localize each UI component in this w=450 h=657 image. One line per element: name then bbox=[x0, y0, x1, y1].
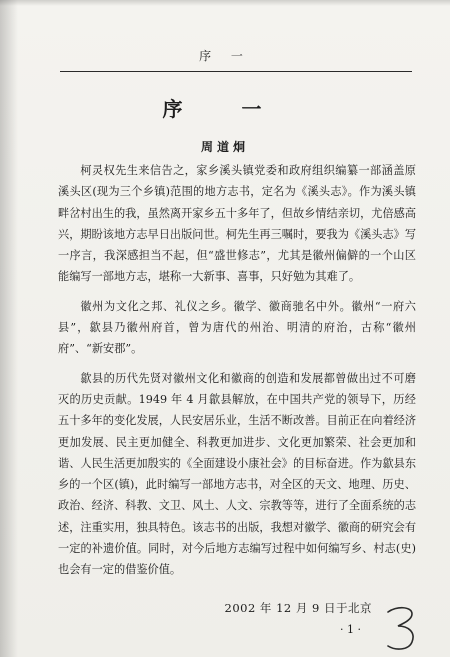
handwritten-page-mark bbox=[382, 604, 422, 654]
running-head: 序 一 bbox=[199, 49, 251, 63]
paragraph-2: 徽州为文化之邦、礼仪之乡。徽学、徽商驰名中外。徽州“一府六县”，歙县乃徽州府首，曾为唐代的州治、明清的府治，古称“徽州府”、“新安郡”。 bbox=[58, 299, 416, 356]
page-number: · 1 · bbox=[340, 623, 361, 636]
page-top-edge bbox=[0, 0, 450, 6]
paragraph-3: 歙县的历代先贤对徽州文化和徽商的创造和发展都曾做出过不可磨灭的历史贡献。1949 年 4 月歙县解放，在中国共产党的领导下，历经五十多年的变化发展，人民安居乐业，生活不断改善。目前正在向着经济更加发展、民主更加健全、科教更加进步、文化更加繁荣、社会更加和谐、人民生活更加殷实的《全面建设小康社会》的目标奋进。作为歙县东乡的一个区(镇)，此时编写一部地方志书，对全区的天文、地理、历史、政治、经济、科教、文卫、风土、人文、宗教等等，进行了全面系统的志述，注重实用，独具特色。该志书的出版，我想对徽学、徽商的研究会有一定的补遗价值。同时，对今后地方志编写过程中如何编写乡、村志(史)也会有一定的借鉴价值。 bbox=[58, 371, 417, 577]
page-title: 序 一 bbox=[162, 97, 288, 121]
header-rule bbox=[60, 71, 412, 72]
paragraph-1: 柯灵权先生来信告之，家乡溪头镇党委和政府组织编纂一部涵盖原溪头区(现为三个乡镇)范围的地方志书，定名为《溪头志》。作为溪头镇畔岔村出生的我，虽然离开家乡五十多年了，但故乡情结亲切，尤倍感高兴，期盼该地方志早日出版问世。柯先生再三嘱时，要我为《溪头志》写一序言，我深感担当不起，但“盛世修志”，尤其是徽州偏僻的一个山区能编写一部地方志，堪称一大新事、喜事，只好勉为其难了。 bbox=[58, 164, 417, 284]
author-name: 周道炯 bbox=[200, 140, 249, 154]
preface-body bbox=[58, 160, 416, 589]
date-signature: 2002 年 12 月 9 日于北京 bbox=[224, 601, 372, 615]
